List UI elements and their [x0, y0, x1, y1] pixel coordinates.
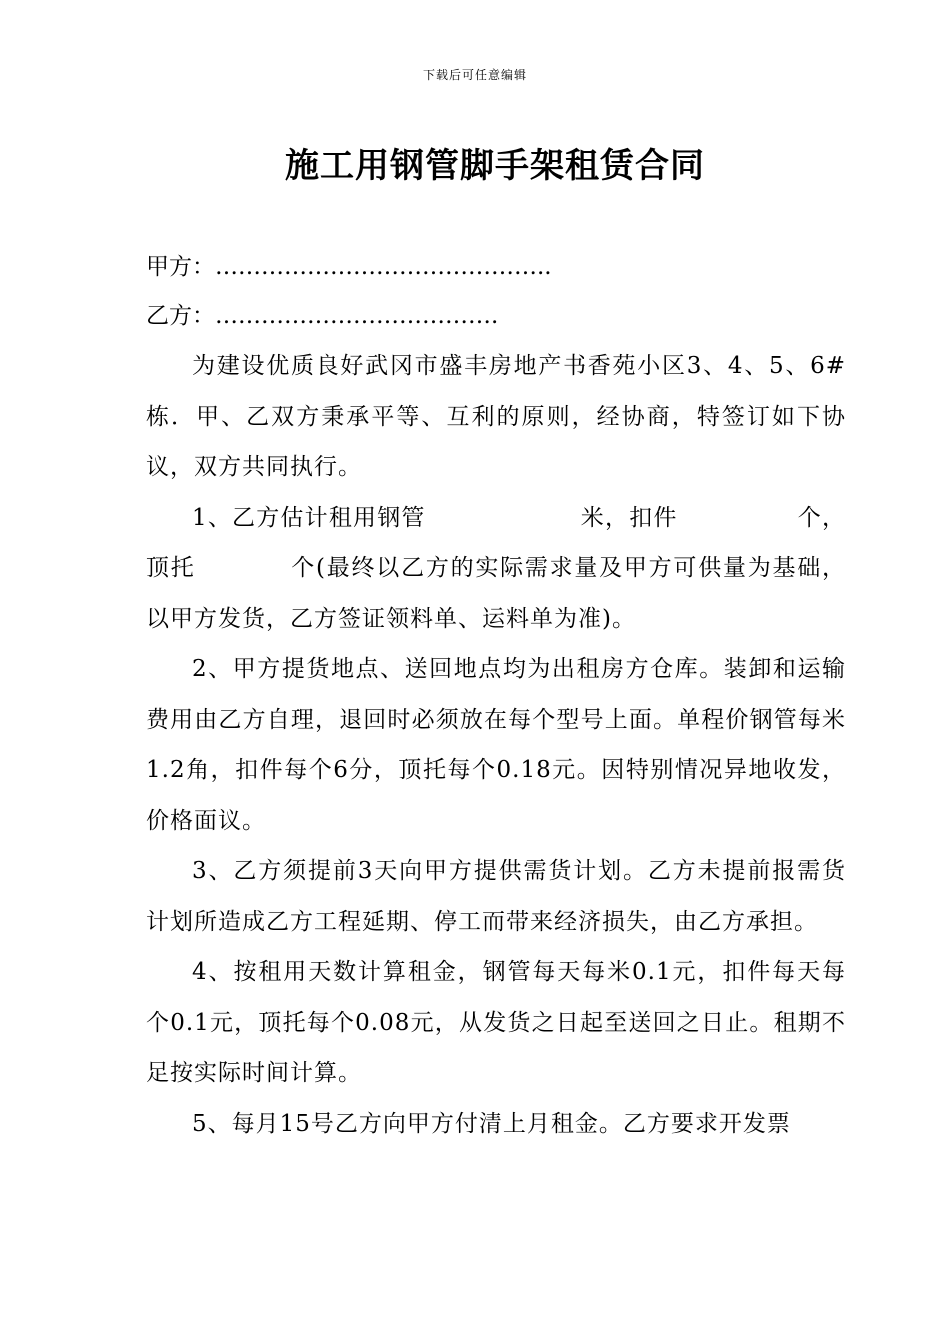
clause-5: 5、每月15号乙方向甲方付清上月租金。乙方要求开发票 [192, 1110, 791, 1137]
contract-body [146, 341, 846, 1149]
clause-2: 2、甲方提货地点、送回地点均为出租房方仓库。装卸和运输费用由乙方自理，退回时必须放在每个型号上面。单程价钢管每米1.2角，扣件每个6分，顶托每个0.18元。因特别情况异地收发，价格面议。 [146, 656, 846, 834]
header-note: 下载后可任意编辑 [422, 68, 527, 82]
party-b-line: 乙方：………………………………. [146, 303, 499, 329]
clause-1 [146, 493, 846, 645]
clause-1-text-c: 个，顶托 [146, 504, 847, 581]
party-a-line: 甲方：…………………………………….. [146, 254, 552, 280]
clause-4: 4、按租用天数计算租金，钢管每天每米0.1元，扣件每天每个0.1元，顶托每个0.08元，从发货之日起至送回之日止。租期不足按实际时间计算。 [146, 959, 846, 1086]
intro-paragraph: 为建设优质良好武冈市盛丰房地产书香苑小区3、4、5、6#栋．甲、乙双方秉承平等、互利的原则，经协商，特签订如下协议，双方共同执行。 [146, 353, 846, 480]
clause-1-text-d: 个(最终以乙方的实际需求量及甲方可供量为基础，以甲方发货，乙方签证领料单、运料单为准)。 [146, 555, 846, 632]
clause-3: 3、乙方须提前3天向甲方提供需货计划。乙方未提前报需货计划所造成乙方工程延期、停工而带来经济损失，由乙方承担。 [146, 858, 846, 935]
clause-1-text-b: 米，扣件 [580, 504, 678, 531]
clause-1-text-a: 1、乙方估计租用钢管 [192, 504, 426, 531]
document-title: 施工用钢管脚手架租赁合同 [285, 146, 705, 186]
